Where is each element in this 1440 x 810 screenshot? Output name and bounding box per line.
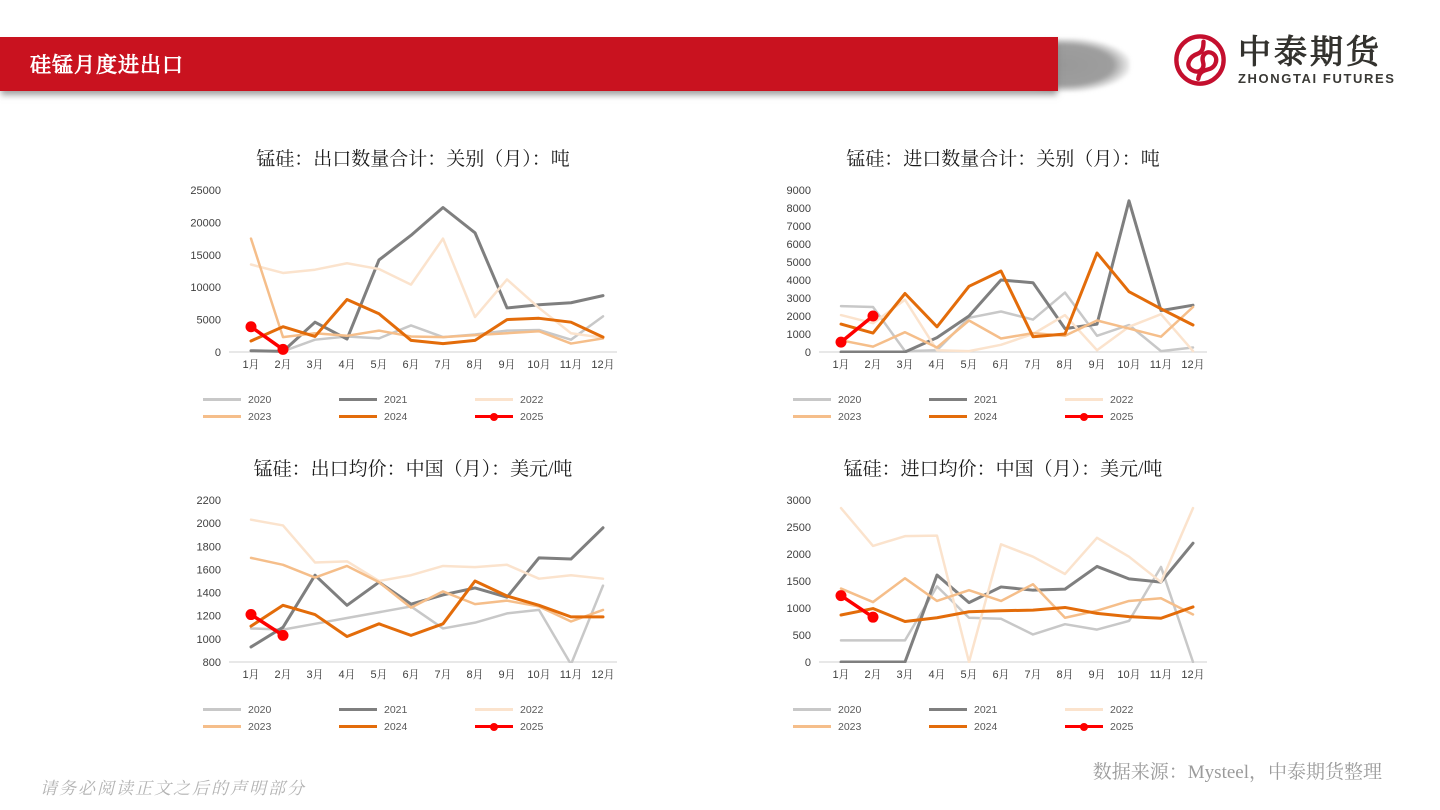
y-axis-tick: 0 [804,657,811,669]
x-axis-tick: 7月 [1024,359,1042,371]
legend-item-2024 [929,720,1065,733]
title-banner [0,37,1058,91]
x-axis-tick: 5月 [370,359,388,371]
legend-swatch [339,398,377,401]
series-2025-marker [836,590,847,601]
legend-label: 2021 [974,703,998,716]
y-axis-tick: 800 [202,657,221,669]
x-axis-tick: 12月 [1181,359,1205,371]
chart-legend [793,393,1213,423]
x-axis-tick: 6月 [992,359,1010,371]
x-axis-tick: 7月 [434,359,452,371]
x-axis-tick: 12月 [1181,669,1205,681]
chart-title: 锰硅：进口数量合计：关别（月）：吨 [846,149,1160,170]
legend-label: 2022 [520,393,544,406]
line-chart [763,175,1243,380]
y-axis-tick: 3000 [786,293,811,305]
legend-label: 2020 [838,703,862,716]
y-axis-tick: 1000 [786,329,811,341]
x-axis-tick: 4月 [338,359,356,371]
x-axis-tick: 8月 [466,359,484,371]
x-axis-tick: 1月 [242,669,260,681]
series-2025-marker [246,609,257,620]
x-axis-tick: 5月 [370,669,388,681]
legend-swatch [475,708,513,711]
y-axis-tick: 6000 [786,239,811,251]
legend-swatch [339,415,377,418]
legend-swatch [793,398,831,401]
legend-item-2023 [793,410,929,423]
series-2025-marker [868,311,879,322]
x-axis-tick: 4月 [928,359,946,371]
x-axis-tick: 2月 [274,669,292,681]
legend-item-2023 [203,720,339,733]
legend-item-2020 [793,703,929,716]
y-axis-tick: 5000 [196,314,221,327]
chart-import-quantity [763,140,1243,423]
legend-label: 2022 [520,703,544,716]
legend-label: 2023 [838,410,862,423]
legend-label: 2023 [838,720,862,733]
legend-swatch [1065,415,1103,418]
x-axis-tick: 4月 [338,669,356,681]
legend-swatch [929,415,967,418]
y-axis-tick: 0 [214,347,221,359]
legend-swatch [475,415,513,418]
y-axis-tick: 10000 [190,282,221,295]
series-2025-marker [868,612,879,623]
y-axis-tick: 15000 [190,249,221,262]
x-axis-tick: 9月 [1088,359,1106,371]
legend-label: 2021 [974,393,998,406]
x-axis-tick: 3月 [896,669,914,681]
y-axis-tick: 1500 [786,576,811,588]
x-axis-tick: 10月 [1117,669,1141,681]
x-axis-tick: 6月 [402,669,420,681]
series-2024-line [841,607,1193,622]
series-2020-line [251,586,603,665]
x-axis-tick: 7月 [1024,669,1042,681]
legend-swatch [793,725,831,728]
legend-item-2020 [203,393,339,406]
legend-item-2024 [339,720,475,733]
x-axis-tick: 4月 [928,669,946,681]
legend-item-2020 [203,703,339,716]
y-axis-tick: 1400 [196,587,221,600]
series-2025-marker [278,344,289,355]
y-axis-tick: 2200 [196,495,221,507]
legend-swatch [793,415,831,418]
legend-item-2025 [475,720,611,733]
chart-legend [793,703,1213,733]
x-axis-tick: 2月 [864,669,882,681]
x-axis-tick: 1月 [832,669,850,681]
chart-export-quantity [173,140,653,423]
legend-marker-dot [1080,723,1088,731]
legend-swatch [929,725,967,728]
y-axis-tick: 500 [792,630,811,642]
legend-item-2023 [793,720,929,733]
legend-swatch [929,708,967,711]
legend-label: 2024 [974,410,998,423]
series-2025-marker [278,630,289,641]
legend-label: 2023 [248,410,272,423]
legend-item-2021 [339,703,475,716]
series-2021-line [841,201,1193,352]
brand-logo [1172,32,1396,88]
legend-item-2022 [475,393,611,406]
legend-item-2022 [1065,703,1201,716]
legend-label: 2021 [384,703,408,716]
legend-item-2021 [339,393,475,406]
legend-swatch [203,398,241,401]
x-axis-tick: 11月 [1149,359,1173,371]
x-axis-tick: 3月 [306,669,324,681]
y-axis-tick: 8000 [786,203,811,215]
series-2025-marker [836,337,847,348]
legend-swatch [203,708,241,711]
legend-swatch [1065,398,1103,401]
y-axis-tick: 4000 [786,275,811,287]
y-axis-tick: 1000 [786,603,811,615]
brand-name-cn: 中泰期货 [1238,32,1382,70]
legend-swatch [793,708,831,711]
x-axis-tick: 6月 [402,359,420,371]
legend-item-2025 [1065,410,1201,423]
legend-swatch [929,398,967,401]
legend-swatch [475,398,513,401]
legend-label: 2025 [1110,720,1134,733]
x-axis-tick: 10月 [1117,359,1141,371]
legend-item-2021 [929,703,1065,716]
x-axis-tick: 9月 [498,359,516,371]
x-axis-tick: 8月 [1056,359,1074,371]
line-chart [173,175,653,380]
y-axis-tick: 7000 [786,221,811,233]
legend-swatch [475,725,513,728]
y-axis-tick: 3000 [786,495,811,507]
y-axis-tick: 20000 [190,217,221,230]
y-axis-tick: 0 [804,347,811,359]
chart-title: 锰硅：出口数量合计：关别（月）：吨 [256,149,570,170]
legend-item-2025 [475,410,611,423]
x-axis-tick: 11月 [559,359,583,371]
y-axis-tick: 9000 [786,185,811,197]
x-axis-tick: 8月 [466,669,484,681]
chart-legend [203,703,623,733]
x-axis-tick: 9月 [498,669,516,681]
legend-label: 2025 [520,410,544,423]
x-axis-tick: 10月 [527,669,551,681]
x-axis-tick: 11月 [1149,669,1173,681]
legend-swatch [1065,708,1103,711]
series-2025-line [251,615,283,636]
x-axis-tick: 1月 [242,359,260,371]
brand-name-en: ZHONGTAI FUTURES [1238,70,1396,86]
legend-label: 2023 [248,720,272,733]
chart-legend [203,393,623,423]
x-axis-tick: 5月 [960,359,978,371]
legend-item-2024 [929,410,1065,423]
legend-item-2020 [793,393,929,406]
x-axis-tick: 2月 [864,359,882,371]
series-2023-line [841,307,1193,348]
y-axis-tick: 1200 [196,610,221,623]
legend-marker-dot [1080,413,1088,421]
x-axis-tick: 2月 [274,359,292,371]
legend-swatch [339,708,377,711]
series-2025-marker [246,321,257,332]
x-axis-tick: 9月 [1088,669,1106,681]
brand-text [1238,32,1396,86]
series-2022-line [251,239,603,338]
data-source: 数据来源：Mysteel，中泰期货整理 [1092,762,1382,783]
y-axis-tick: 1000 [196,633,221,646]
legend-label: 2025 [520,720,544,733]
legend-item-2025 [1065,720,1201,733]
legend-item-2021 [929,393,1065,406]
zhongtai-logo-icon [1172,32,1228,88]
y-axis-tick: 25000 [190,185,221,197]
x-axis-tick: 12月 [591,669,615,681]
y-axis-tick: 2000 [196,518,221,531]
y-axis-tick: 1600 [196,564,221,577]
legend-swatch [203,415,241,418]
chart-title: 锰硅：出口均价：中国（月）：美元/吨 [253,459,573,480]
chart-title: 锰硅：进口均价：中国（月）：美元/吨 [843,459,1163,480]
legend-label: 2020 [248,393,272,406]
legend-marker-dot [490,723,498,731]
page-title: 硅锰月度进出口 [30,54,184,77]
series-2021-line [251,207,603,351]
line-chart [763,485,1243,690]
line-chart [173,485,653,690]
legend-label: 2021 [384,393,408,406]
legend-marker-dot [490,413,498,421]
legend-item-2023 [203,410,339,423]
legend-swatch [203,725,241,728]
legend-label: 2022 [1110,393,1134,406]
legend-label: 2020 [248,703,272,716]
legend-label: 2022 [1110,703,1134,716]
chart-import-price [763,450,1243,733]
x-axis-tick: 1月 [832,359,850,371]
legend-label: 2024 [384,720,408,733]
x-axis-tick: 11月 [559,669,583,681]
legend-label: 2025 [1110,410,1134,423]
x-axis-tick: 5月 [960,669,978,681]
legend-swatch [1065,725,1103,728]
y-axis-tick: 2000 [786,311,811,323]
x-axis-tick: 3月 [896,359,914,371]
series-2022-line [841,508,1193,662]
chart-export-price [173,450,653,733]
x-axis-tick: 3月 [306,359,324,371]
x-axis-tick: 10月 [527,359,551,371]
x-axis-tick: 8月 [1056,669,1074,681]
legend-item-2024 [339,410,475,423]
y-axis-tick: 2500 [786,522,811,534]
legend-label: 2020 [838,393,862,406]
x-axis-tick: 7月 [434,669,452,681]
legend-swatch [339,725,377,728]
legend-label: 2024 [384,410,408,423]
y-axis-tick: 1800 [196,541,221,554]
series-2023-line [251,239,603,344]
footer-disclaimer: 请务必阅读正文之后的声明部分 [40,779,306,798]
x-axis-tick: 6月 [992,669,1010,681]
legend-label: 2024 [974,720,998,733]
y-axis-tick: 2000 [786,549,811,561]
x-axis-tick: 12月 [591,359,615,371]
series-2024-line [841,253,1193,337]
legend-item-2022 [1065,393,1201,406]
legend-item-2022 [475,703,611,716]
y-axis-tick: 5000 [786,257,811,269]
